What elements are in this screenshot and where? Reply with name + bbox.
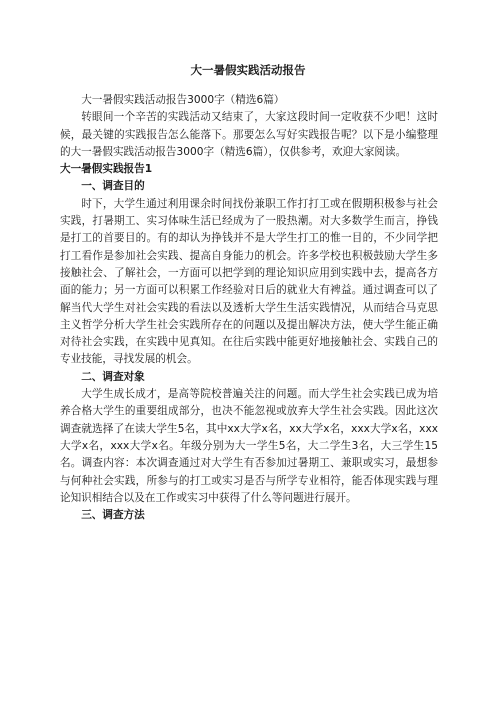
intro-paragraph: 转眼间一个辛苦的实践活动又结束了，大家这段时间一定收获不少吧！这时候，最关键的实践报告怎么能落下。那要怎么写好实践报告呢？以下是小编整理的大一暑假实践活动报告3000字（精选6篇），仅供参考，欢迎大家阅读。 (60, 111, 438, 158)
section-heading-purpose: 一、调查目的 (81, 180, 145, 193)
document-title: 大一暑假实践活动报告 (190, 63, 306, 77)
document-subtitle: 大一暑假实践活动报告3000字（精选6篇） (81, 94, 285, 106)
report-heading: 大一暑假实践报告1 (60, 163, 153, 176)
section-heading-method: 三、调查方法 (81, 509, 145, 522)
section-heading-subjects: 二、调查对象 (81, 370, 145, 383)
section-paragraph-purpose: 时下，大学生通过利用课余时间找份兼职工作打打工或在假期积极参与社会实践，打暑期工、实习体味生活已经成为了一股热潮。对大多数学生而言，挣钱是打工的首要目的。有的却认为挣钱并不是大学生打工的惟一目的，不少同学把打工看作是参加社会实践、提高自身能力的机会。许多学校也积极鼓励大学生多接触社会、了解社会，一方面可以把学到的理论知识应用到实践中去，提高各方面的能力；另一方面可以积累工作经验对日后的就业大有裨益。通过调查可以了解当代大学生对社会实践的看法以及透析大学生生活实践情况，从而结合马克思主义哲学分析大学生社会实践所存在的问题以及提出解决方法，使大学生能正确对待社会实践，在实践中见真知。在往后实践中能更好地接触社会、实践自己的专业技能，寻找发展的机会。 (60, 197, 438, 366)
document-body (60, 92, 438, 524)
section-paragraph-subjects: 大学生成长成才，是高等院校普遍关注的问题。而大学生社会实践已成为培养合格大学生的重要组成部分，也决不能忽视或放弃大学生社会实践。因此这次调查就选择了在读大学生5名，其中xx大学x名，xx大学x名，xxx大学x名，xxx大学x名，xxx大学x名。年级分别为大一学生5名，大二学生3名，大三学生15名。调查内容：本次调查通过对大学生有否参加过暑期工、兼职或实习，最想参与何种社会实践，所参与的打工或实习是否与所学专业相符，能否体现实践与理论知识相结合以及在工作或实习中获得了什么等问题进行展开。 (60, 388, 438, 504)
